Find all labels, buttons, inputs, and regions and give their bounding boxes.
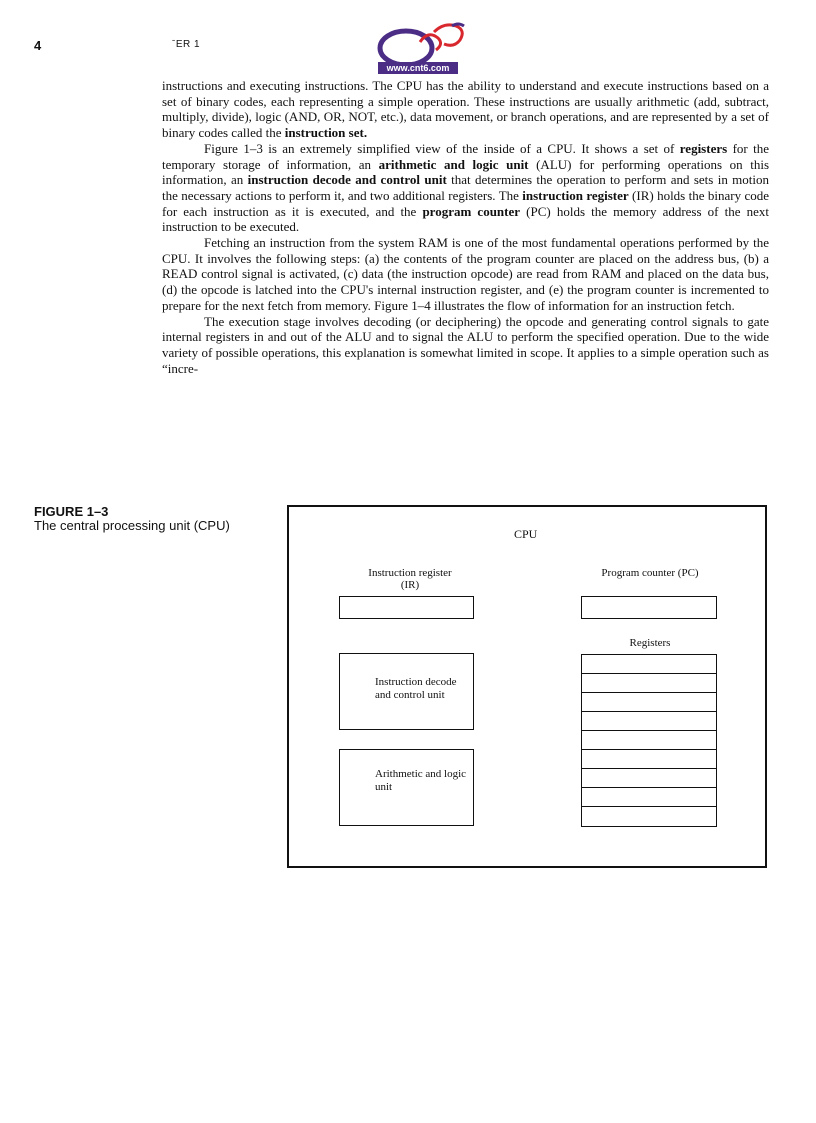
logo-url: www.cnt6.com — [378, 62, 458, 74]
paragraph-4: The execution stage involves decoding (or deciphering) the opcode and generating control signals to gate internal registers in and out of the ALU and to signal the ALU to perform the specified operation. Due to the wide variety of possible operations, this explanation is somewhat limited in scope. It applies to a simple operation such as “incre- — [162, 313, 769, 376]
ir-label: Instruction register (IR) — [368, 567, 452, 591]
body-text — [162, 78, 769, 376]
register-cell — [582, 674, 716, 693]
decode-control-unit-box — [339, 653, 474, 730]
page-number: 4 — [34, 38, 42, 53]
term-program-counter: program counter — [422, 203, 521, 219]
register-cell — [582, 731, 716, 750]
term-instruction-set: instruction set. — [284, 125, 368, 141]
p2-text-a: Figure 1–3 is an extremely simplified view of the inside of a CPU. It shows a set of — [204, 140, 680, 156]
register-cell — [582, 807, 716, 826]
register-stack — [581, 654, 717, 827]
pc-label: Program counter (PC) — [601, 567, 699, 579]
register-cell — [582, 655, 716, 674]
term-alu: arithmetic and logic unit — [378, 156, 529, 172]
p2-text-g: (PC) holds the memory address of the next instruction to be executed. — [162, 203, 769, 235]
register-cell — [582, 712, 716, 731]
register-cell — [582, 788, 716, 807]
register-cell — [582, 750, 716, 769]
decode-control-unit-label: Instruction decode and control unit — [375, 676, 457, 701]
program-counter-box — [581, 596, 717, 619]
running-head: ˉER 1 — [172, 39, 201, 50]
p1-text-a: instructions and executing instructions. The CPU has the ability to understand and execute instructions based on a set of binary codes, each representing a simple operation. These instructions are usually arithmetic (add, subtract, multiply, divide), logic (AND, OR, NOT, etc.), data movement, or branch operations, and are represented by a set of binary codes called the — [162, 78, 769, 141]
alu-box — [339, 749, 474, 826]
p2-text-c: for the temporary storage of information, an — [162, 140, 769, 172]
term-registers: registers — [679, 140, 728, 156]
p2-text-f: (IR) holds the binary code for each instruction as it is executed, and the — [162, 187, 769, 219]
term-instruction-register: instruction register — [522, 187, 629, 203]
p2-text-d: (ALU) for performing operations on this information, an — [162, 156, 770, 188]
paragraph-2 — [162, 141, 769, 235]
figure-caption-text: The central processing unit (CPU) — [34, 518, 230, 533]
paragraph-3: Fetching an instruction from the system RAM is one of the most fundamental operations performed by the CPU. It involves the following steps: (a) the contents of the program counter are placed on the address bus, (b) a READ control signal is activated, (c) data (the instruction opcode) are read from RAM and placed on the data bus, (d) the opcode is latched into the CPU's internal instruction register, and (e) the program counter is incremented to prepare for the next fetch from memory. Figure 1–4 illustrates the flow of information for an instruction fetch. — [162, 235, 769, 313]
figure-label: FIGURE 1–3 — [34, 504, 109, 519]
registers-label: Registers — [629, 637, 671, 649]
paragraph-1 — [162, 78, 769, 141]
register-cell — [582, 769, 716, 788]
alu-label: Arithmetic and logic unit — [375, 768, 467, 793]
register-cell — [582, 693, 716, 712]
term-decode-unit: instruction decode and control unit — [247, 172, 447, 188]
cpu-title: CPU — [514, 527, 538, 541]
p2-text-e: that determines the operation to perform and sets in motion the necessary actions to perform it, and two additional registers. The — [162, 172, 770, 203]
instruction-register-box — [339, 596, 474, 619]
figure-caption — [34, 505, 264, 533]
